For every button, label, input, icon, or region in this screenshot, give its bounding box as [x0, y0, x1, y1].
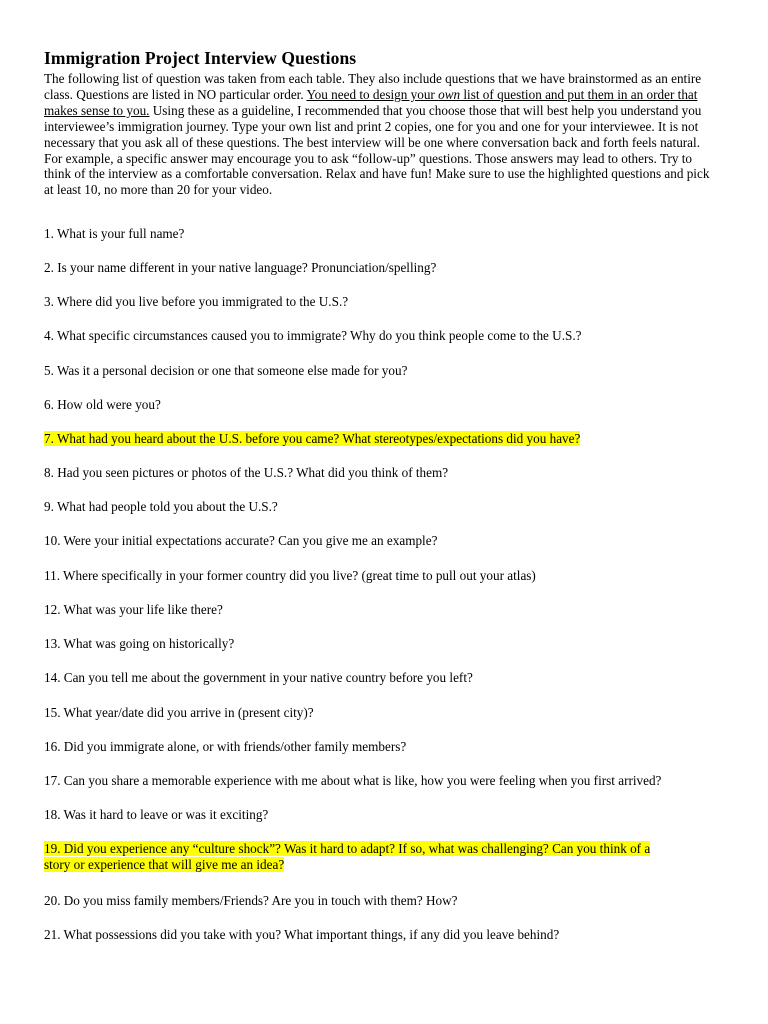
- highlight-line-2: story or experience that will give me an idea?: [44, 857, 285, 872]
- intro-paragraph: [44, 71, 716, 198]
- question-11: 11. Where specifically in your former country did you live? (great time to pull out your atlas): [44, 568, 536, 583]
- question-14: 14. Can you tell me about the government in your native country before you left?: [44, 670, 473, 685]
- intro-text-2: Using these as a guideline, I recommended that you choose those that will best help you understand you interviewee’s immigration journey. Type your own list and print 2 copies, one for you and one for your interviewee. It is not necessary that you ask all of these questions. The best interview will be one where conversation back and forth feels natural. For example, a specific answer may encourage you to ask “follow-up” questions. Those answers may lead to others. Try to think of the interview as a comfortable conversation. Relax and have fun! Make sure to use the highlighted questions and pick at least 10, no more than 20 for your video.: [44, 102, 710, 198]
- question-4: 4. What specific circumstances caused you to immigrate? Why do you think people come to the U.S.?: [44, 328, 582, 343]
- intro-underline-b: list of question and put them in an order that makes sense to you.: [44, 86, 698, 118]
- question-3: 3. Where did you live before you immigrated to the U.S.?: [44, 294, 349, 309]
- question-7-highlighted: [44, 431, 720, 447]
- question-20: 20. Do you miss family members/Friends? Are you in touch with them? How?: [44, 893, 458, 908]
- intro-text-1: The following list of question was taken from each table. They also include questions that we have brainstormed as an entire class. Questions are listed in NO particular order.: [44, 71, 702, 102]
- highlight-line-1: 19. Did you experience any “culture shock”? Was it hard to adapt? If so, what was challenging? Can you think of a: [44, 841, 651, 856]
- question-15: 15. What year/date did you arrive in (present city)?: [44, 705, 314, 720]
- question-19-highlighted: [44, 841, 720, 873]
- question-16: 16. Did you immigrate alone, or with friends/other family members?: [44, 739, 407, 754]
- question-10: 10. Were your initial expectations accurate? Can you give me an example?: [44, 533, 438, 548]
- question-9: 9. What had people told you about the U.S.?: [44, 499, 278, 514]
- highlight: 7. What had you heard about the U.S. before you came? What stereotypes/expectations did you have?: [44, 431, 581, 446]
- question-8: 8. Had you seen pictures or photos of the U.S.? What did you think of them?: [44, 465, 449, 480]
- question-6: 6. How old were you?: [44, 397, 161, 412]
- question-13: 13. What was going on historically?: [44, 636, 235, 651]
- question-2: 2. Is your name different in your native language? Pronunciation/spelling?: [44, 260, 437, 275]
- question-12: 12. What was your life like there?: [44, 602, 223, 617]
- intro-underline-own: own: [438, 86, 461, 102]
- question-17: 17. Can you share a memorable experience with me about what is like, how you were feeling when you first arrived?: [44, 773, 662, 788]
- document-title: Immigration Project Interview Questions: [44, 48, 357, 68]
- question-21: 21. What possessions did you take with you? What important things, if any did you leave behind?: [44, 927, 560, 942]
- intro-underline-a: You need to design your: [306, 86, 439, 102]
- question-18: 18. Was it hard to leave or was it exciting?: [44, 807, 269, 822]
- question-5: 5. Was it a personal decision or one that someone else made for you?: [44, 363, 408, 378]
- question-1: 1. What is your full name?: [44, 226, 185, 241]
